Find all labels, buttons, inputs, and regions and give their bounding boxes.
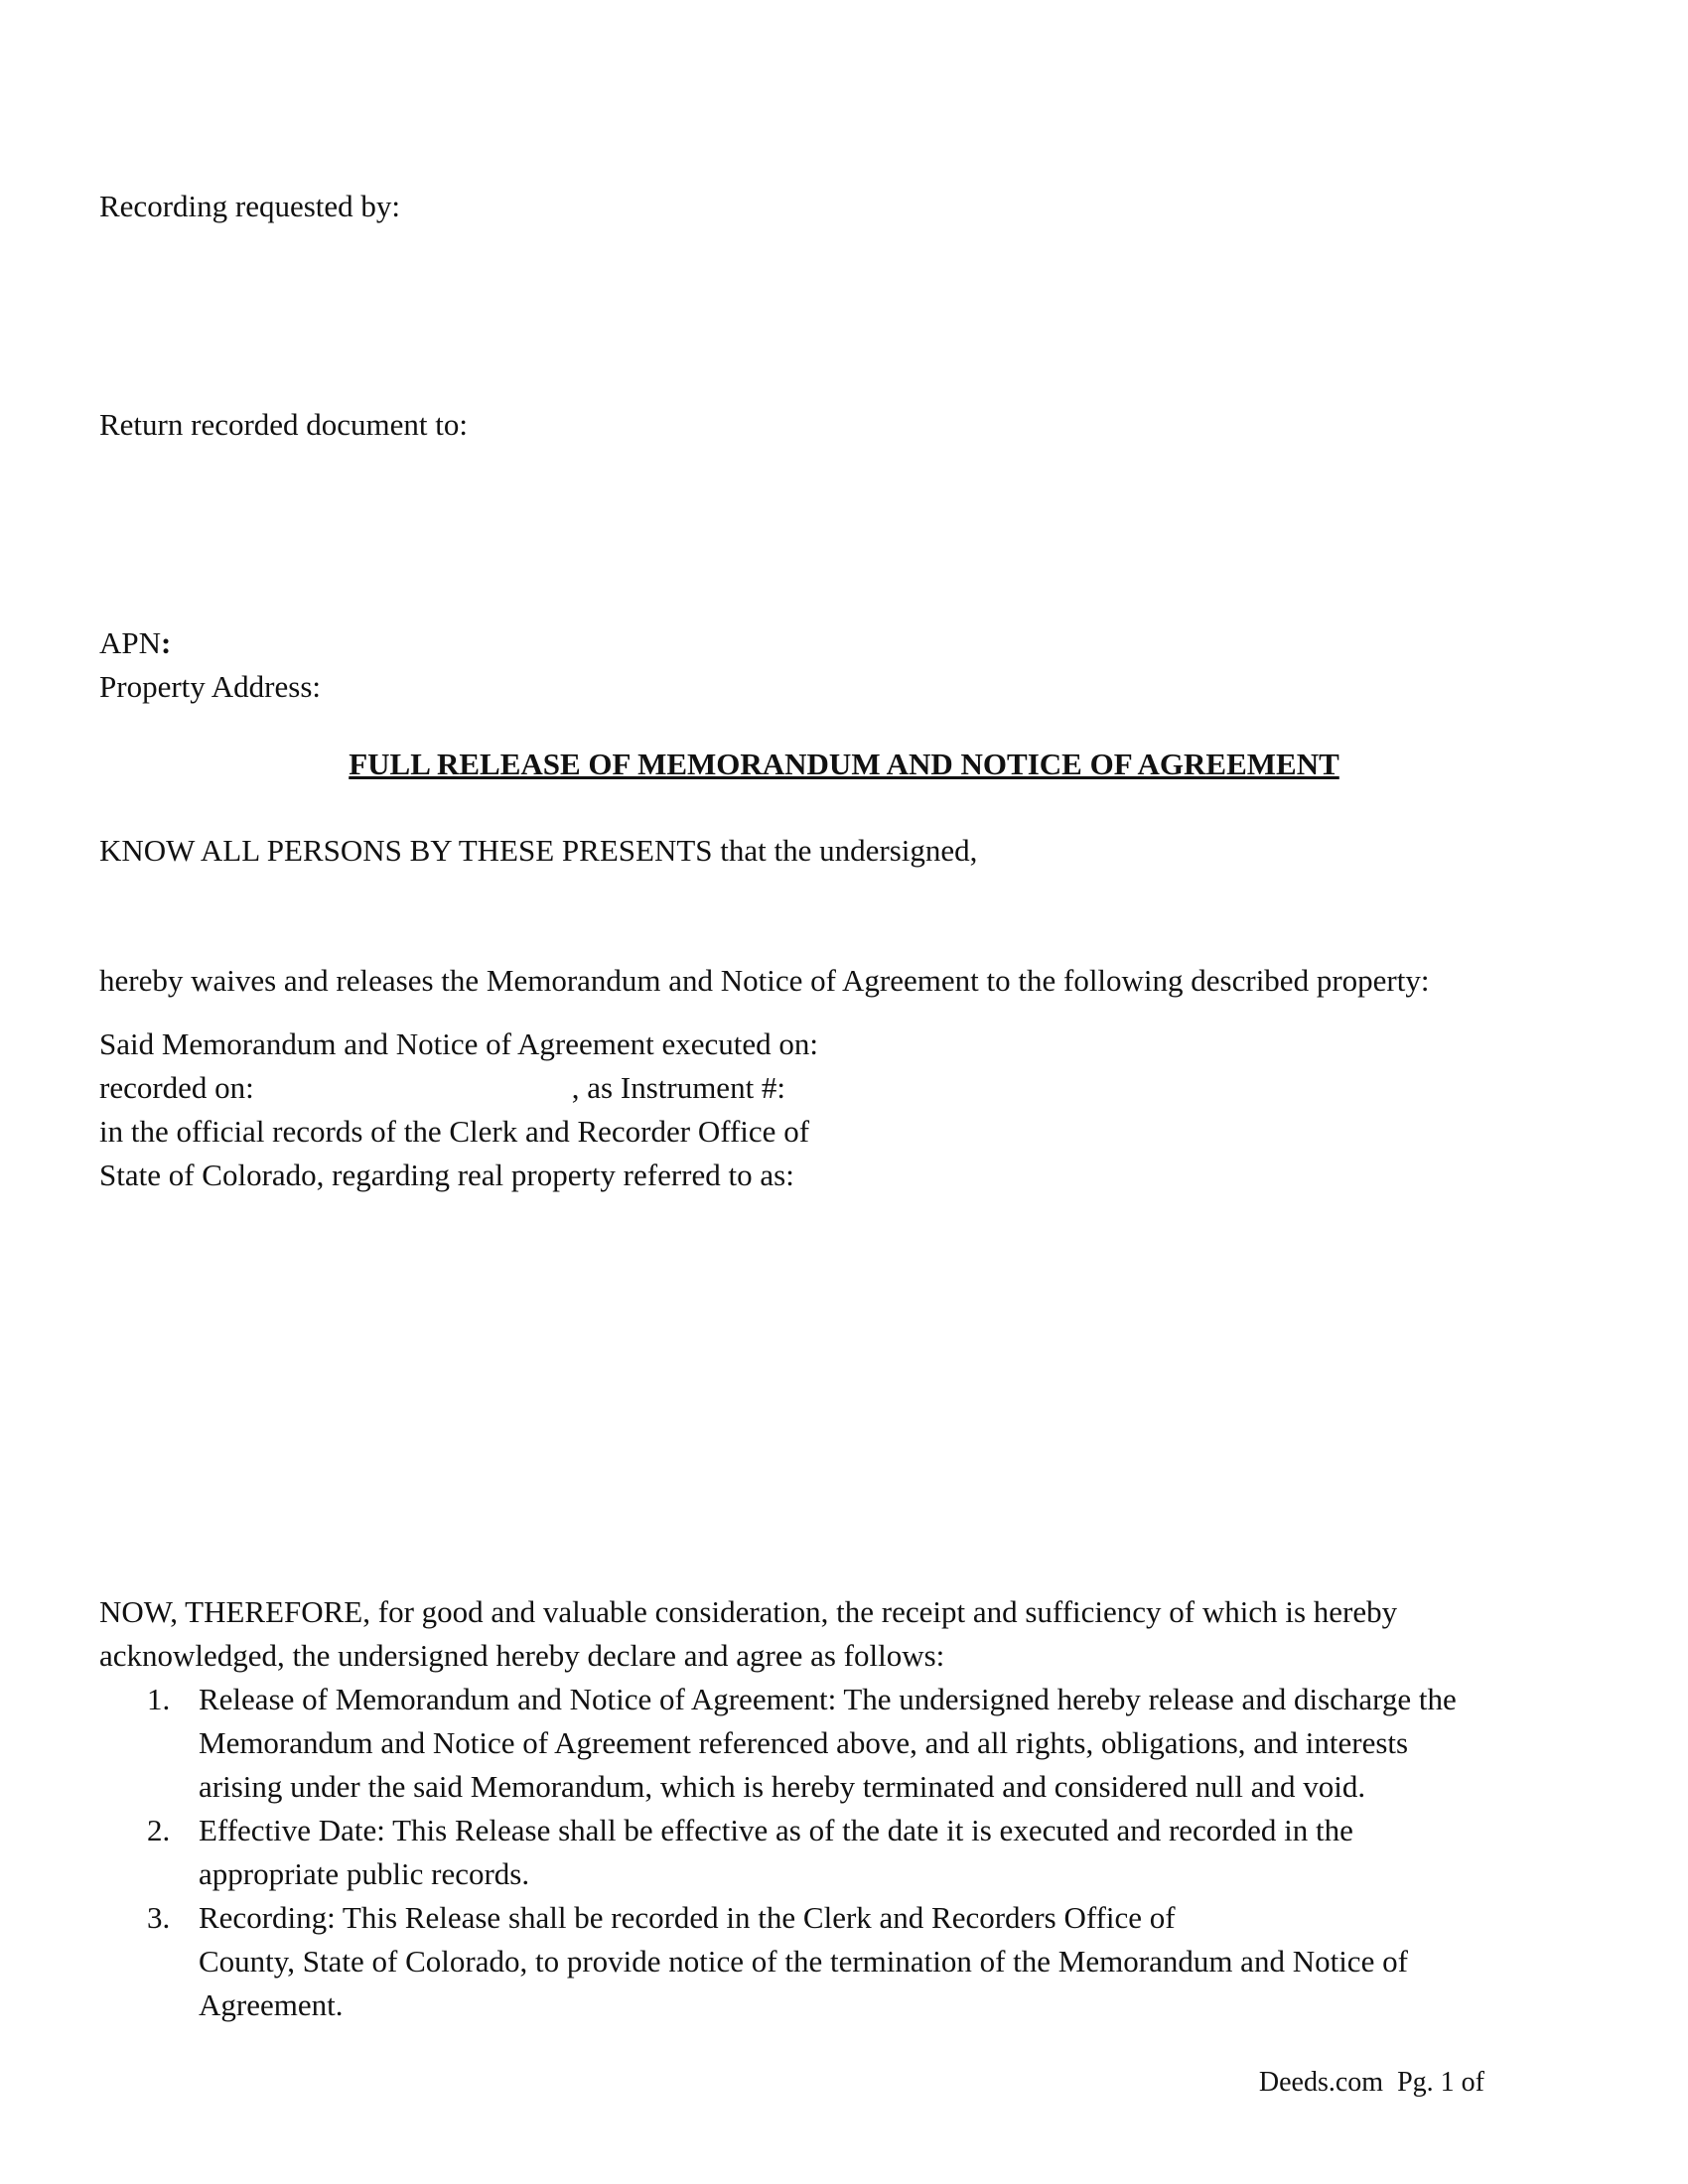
- executed-on: Said Memorandum and Notice of Agreement executed on:: [99, 1026, 818, 1061]
- list-item-number: 3.: [147, 1900, 171, 1935]
- state-regarding-property: State of Colorado, regarding real property referred to as:: [99, 1158, 794, 1192]
- property-address-label: Property Address:: [99, 669, 322, 704]
- now-therefore-line-2: acknowledged, the undersigned hereby declare and agree as follows:: [99, 1638, 945, 1673]
- list-item-line: Release of Memorandum and Notice of Agreement: The undersigned hereby release and discharge the: [199, 1682, 1457, 1716]
- apn-colon: :: [161, 625, 172, 660]
- apn-label: [99, 621, 171, 665]
- footer-site: Deeds.com: [1258, 2067, 1384, 2098]
- waives-and-releases: hereby waives and releases the Memorandum and Notice of Agreement to the following described property:: [99, 963, 1430, 998]
- page-footer: [1259, 2061, 1484, 2105]
- now-therefore-line-1: NOW, THEREFORE, for good and valuable consideration, the receipt and sufficiency of which is hereby: [99, 1594, 1398, 1629]
- recorded-on-label: recorded on:: [99, 1070, 254, 1105]
- list-item-line: appropriate public records.: [199, 1856, 530, 1891]
- terms-list: [99, 1678, 1589, 2027]
- recording-requested-by: Recording requested by:: [99, 189, 401, 223]
- footer-page-number: Pg. 1 of: [1397, 2067, 1484, 2098]
- list-item-line: Recording: This Release shall be recorded in the Clerk and Recorders Office of: [199, 1900, 1176, 1935]
- list-item-line: Memorandum and Notice of Agreement referenced above, and all rights, obligations, and interests: [199, 1725, 1409, 1760]
- official-records: in the official records of the Clerk and Recorder Office of: [99, 1114, 810, 1149]
- instrument-number-label: , as Instrument #:: [571, 1070, 786, 1105]
- list-item-line: arising under the said Memorandum, which is hereby terminated and considered null and void.: [199, 1769, 1366, 1804]
- list-item: [99, 1678, 1589, 1809]
- return-recorded-document-to: Return recorded document to:: [99, 407, 469, 442]
- know-all-persons: KNOW ALL PERSONS BY THESE PRESENTS that the undersigned,: [99, 833, 978, 868]
- apn-label-text: APN: [99, 625, 162, 660]
- list-item-number: 2.: [147, 1813, 171, 1847]
- list-item: [99, 1896, 1589, 2027]
- document-title: FULL RELEASE OF MEMORANDUM AND NOTICE OF AGREEMENT: [349, 747, 1339, 781]
- list-item: [99, 1809, 1589, 1896]
- recorded-on-line: [99, 1066, 785, 1110]
- list-item-line: County, State of Colorado, to provide notice of the termination of the Memorandum and Notice of: [199, 1944, 1408, 1979]
- list-item-line: Effective Date: This Release shall be effective as of the date it is executed and recorded in the: [199, 1813, 1353, 1847]
- list-item-number: 1.: [147, 1682, 171, 1716]
- list-item-line: Agreement.: [199, 1987, 344, 2022]
